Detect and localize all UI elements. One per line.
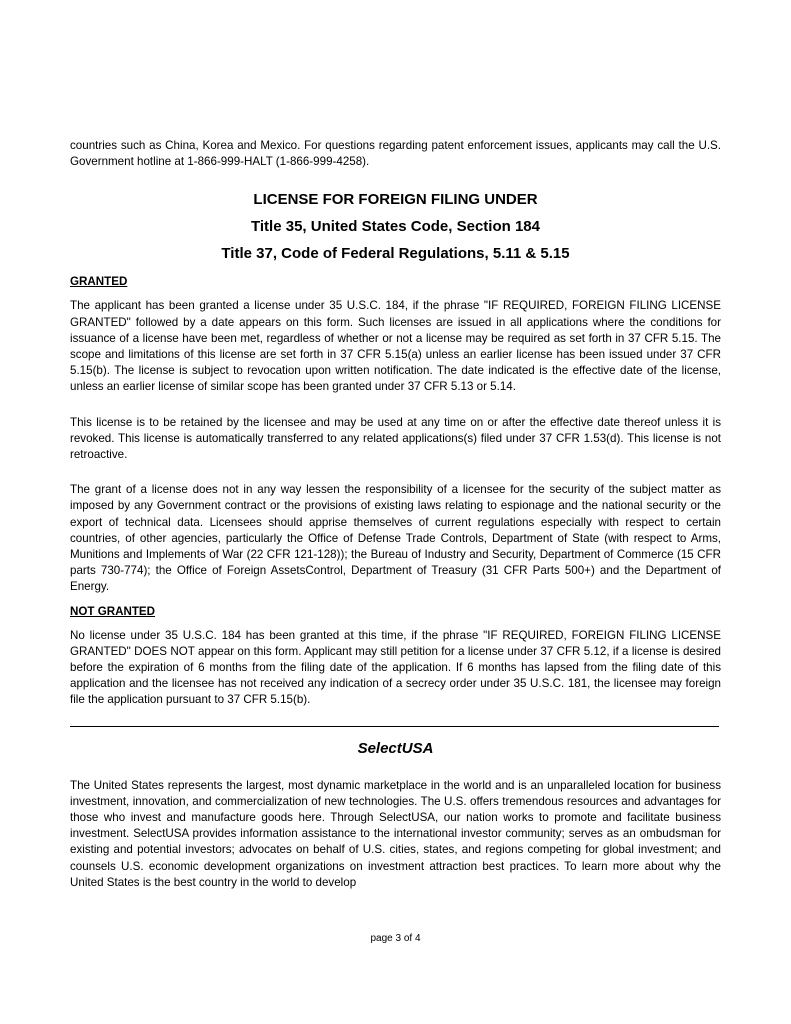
intro-paragraph: countries such as China, Korea and Mexico. For questions regarding patent enforcement issues, applicants may call the U.S. Government hotline at 1-866-999-HALT (1-866-999-4258). [70, 139, 721, 169]
selectusa-title: SelectUSA [357, 739, 434, 757]
granted-paragraph-1: The applicant has been granted a license under 35 U.S.C. 184, if the phrase "IF REQUIRED, FOREIGN FILING LICENSE GRANTED" followed by a date appears on this form. Such licenses are issued in all applications where the conditions for issuance of a license have been met, regardless of whether or not a license may be required as set forth in 37 CFR 5.15. The scope and limitations of this license are set forth in 37 CFR 5.15(a) unless an earlier license has been issued under 37 CFR 5.15(b). The license is subject to revocation upon written notification. The date indicated is the effective date of the license, unless an earlier license of similar scope has been granted under 37 CFR 5.13 or 5.14. [70, 299, 721, 394]
section-divider [70, 726, 719, 727]
license-heading-line2: Title 35, United States Code, Section 184 [251, 218, 540, 236]
granted-paragraph-2: This license is to be retained by the licensee and may be used at any time on or after the effective date thereof unless it is revoked. This license is automatically transferred to any related applications(s) filed under 37 CFR 1.53(d). This license is not retroactive. [70, 415, 721, 462]
license-heading-line3: Title 37, Code of Federal Regulations, 5.11 & 5.15 [221, 245, 570, 263]
license-heading-line1: LICENSE FOR FOREIGN FILING UNDER [253, 191, 538, 209]
granted-paragraph-3: The grant of a license does not in any way lessen the responsibility of a licensee for the security of the subject matter as imposed by any Government contract or the provisions of existing laws relating to espionage and the national security or the export of technical data. Licensees should apprise themselves of current regulations especially with respect to certain countries, of other agencies, particularly the Office of Defense Trade Controls, Department of State (with respect to Arms, Munitions and Implements of War (22 CFR 121-128)); the Bureau of Industry and Security, Department of Commerce (15 CFR parts 730-774); the Office of Foreign AssetsControl, Department of Treasury (31 CFR Parts 500+) and the Department of Energy. [70, 483, 721, 594]
selectusa-paragraph: The United States represents the largest, most dynamic marketplace in the world and is an unparalleled location for business investment, innovation, and commercialization of new technologies. The U.S. offers tremendous resources and advantages for those who invest and manufacture goods here. Through SelectUSA, our nation works to promote and facilitate business investment. SelectUSA provides information assistance to the international investor community; serves as an ombudsman for existing and potential investors; advocates on behalf of U.S. cities, states, and regions competing for global investment; and counsels U.S. economic development organizations on investment attraction best practices. To learn more about why the United States is the best country in the world to develop [70, 778, 721, 889]
page-number: page 3 of 4 [370, 933, 421, 944]
granted-label: GRANTED [70, 275, 128, 289]
not-granted-paragraph: No license under 35 U.S.C. 184 has been granted at this time, if the phrase "IF REQUIRED, FOREIGN FILING LICENSE GRANTED" DOES NOT appear on this form. Applicant may still petition for a license under 37 CFR 5.12, if a license is desired before the expiration of 6 months from the filing date of the application. If 6 months has lapsed from the filing date of this application and the licensee has not received any indication of a secrecy order under 35 U.S.C. 181, the licensee may foreign file the application pursuant to 37 CFR 5.15(b). [70, 628, 721, 707]
not-granted-label: NOT GRANTED [70, 604, 156, 618]
page-content [70, 138, 721, 891]
